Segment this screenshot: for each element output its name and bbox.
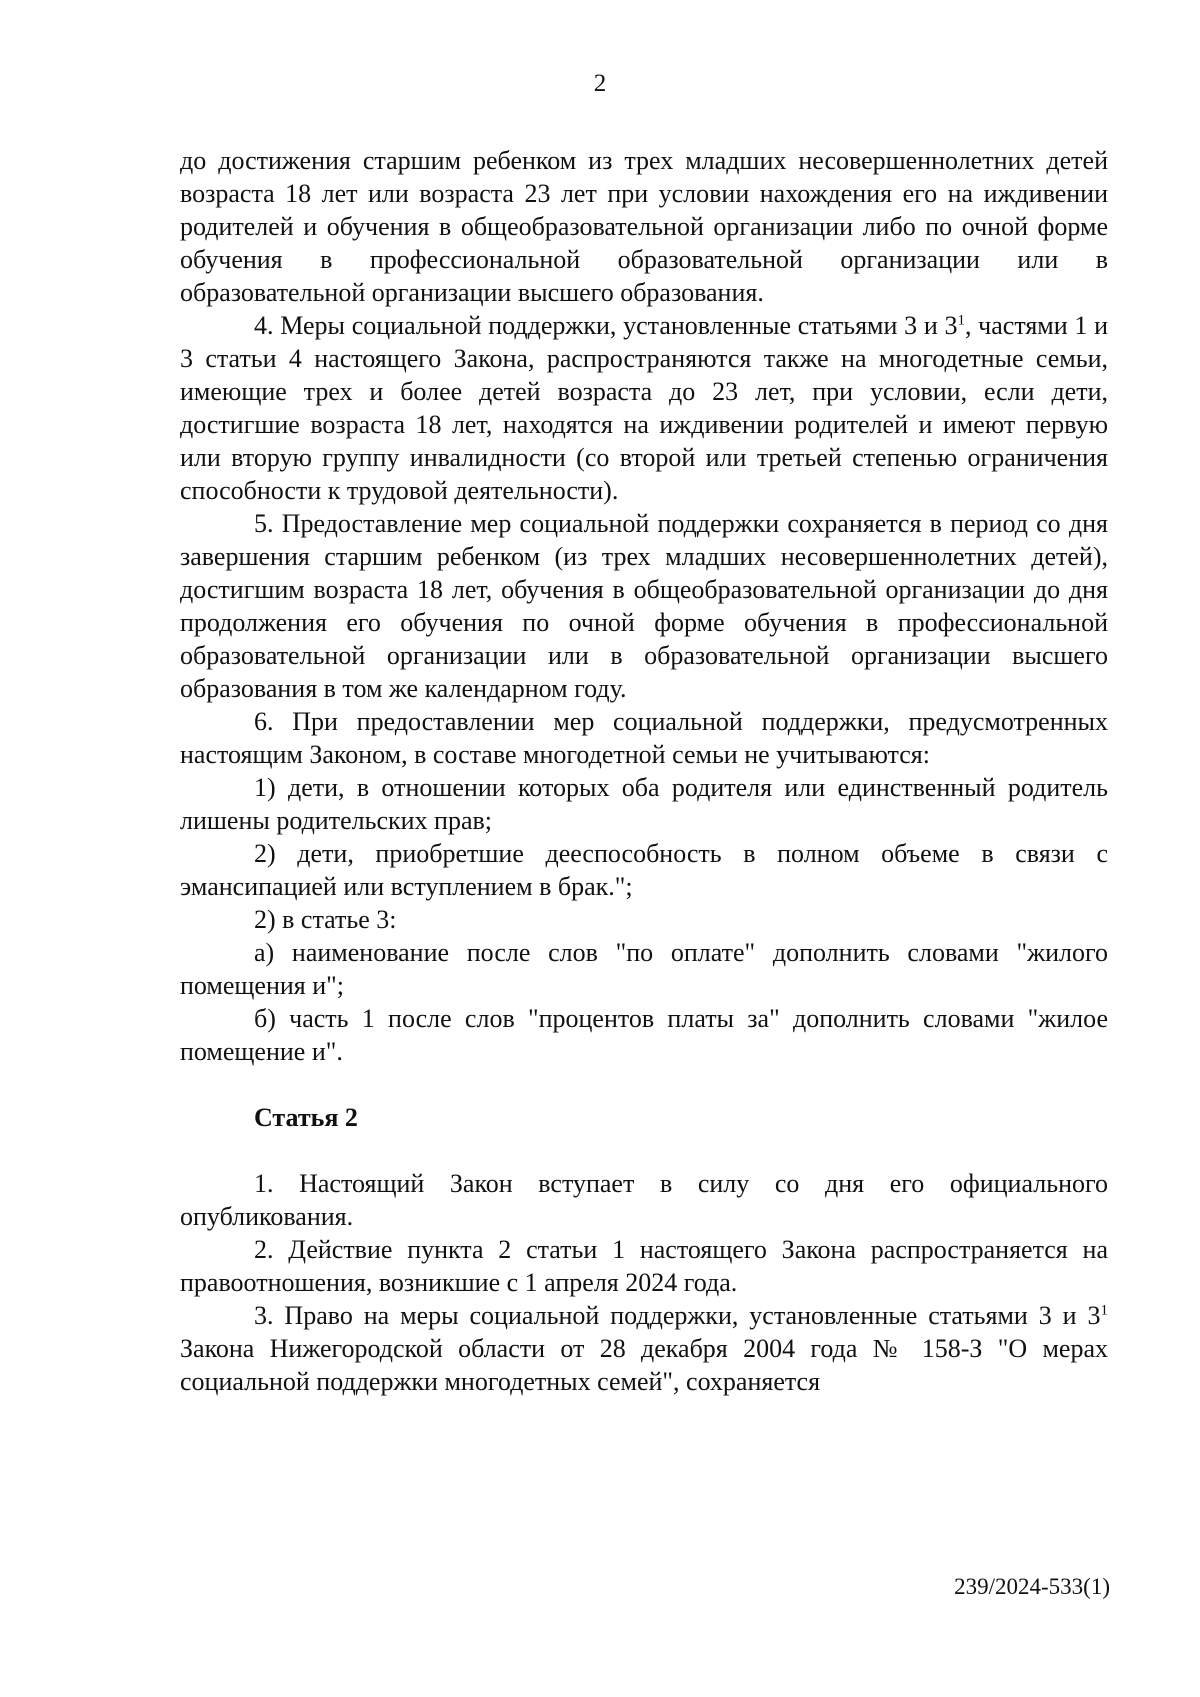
article-2-heading: Статья 2	[254, 1103, 358, 1132]
page-number: 2	[593, 70, 607, 97]
paragraph-6: 6. При предоставлении мер социальной поддержки, предусмотренных настоящим Законом, в составе многодетной семьи не учитываются:	[180, 707, 1108, 769]
document-code: 239/2024-533(1)	[954, 1574, 1110, 1599]
article-2-paragraph-3-text-a: 3. Право на меры социальной поддержки, установленные статьями 3 и 3	[254, 1301, 1101, 1330]
item-2: 2) в статье 3:	[254, 905, 397, 934]
article-2-paragraph-3-text-b: Закона Нижегородской области от 28 декабря 2004 года № 158-З "О мерах социальной поддержки многодетных семей", сохраняется	[180, 1334, 1108, 1396]
document-body	[180, 144, 1108, 1398]
paragraph-5: 5. Предоставление мер социальной поддержки сохраняется в период со дня завершения старшим ребенком (из трех младших несовершеннолетних детей), достигшим возраста 18 лет, обучения в общеобразовательной организации до дня продолжения его обучения по очной форме обучения в профессиональной образовательной организации или в образовательной организации высшего образования в том же календарном году.	[180, 509, 1108, 703]
paragraph-4-text-a: 4. Меры социальной поддержки, установленные статьями 3 и 3	[254, 311, 958, 340]
paragraph-6-item-1: 1) дети, в отношении которых оба родителя или единственный родитель лишены родительских прав;	[180, 773, 1108, 835]
paragraph-4-text-b: , частями 1 и 3 статьи 4 настоящего Закона, распространяются также на многодетные семьи, имеющие трех и более детей возраста до 23 лет, при условии, если дети, достигшие возраста 18 лет, находятся на иждивении родителей и имеют первую или вторую группу инвалидности (со второй или третьей степенью ограничения способности к трудовой деятельности).	[180, 311, 1108, 505]
superscript-1: 1	[957, 312, 965, 329]
paragraph-6-item-2: 2) дети, приобретшие дееспособность в полном объеме в связи с эмансипацией или вступлением в брак.";	[180, 839, 1108, 901]
continuation-paragraph: до достижения старшим ребенком из трех младших несовершеннолетних детей возраста 18 лет или возраста 23 лет при условии нахождения его на иждивении родителей и обучения в общеобразовательной организации либо по очной форме обучения в профессиональной образовательной организации или в образовательной организации высшего образования.	[180, 146, 1108, 307]
item-2-b: б) часть 1 после слов "процентов платы за" дополнить словами "жилое помещение и".	[180, 1004, 1108, 1066]
article-2-paragraph-2: 2. Действие пункта 2 статьи 1 настоящего Закона распространяется на правоотношения, возникшие с 1 апреля 2024 года.	[180, 1235, 1108, 1297]
article-2-paragraph-3	[180, 1299, 1108, 1398]
superscript-1: 1	[1100, 1302, 1108, 1319]
item-2-a: а) наименование после слов "по оплате" дополнить словами "жилого помещения и";	[180, 938, 1108, 1000]
article-2-paragraph-1: 1. Настоящий Закон вступает в силу со дня его официального опубликования.	[180, 1169, 1108, 1231]
paragraph-4	[180, 309, 1108, 507]
